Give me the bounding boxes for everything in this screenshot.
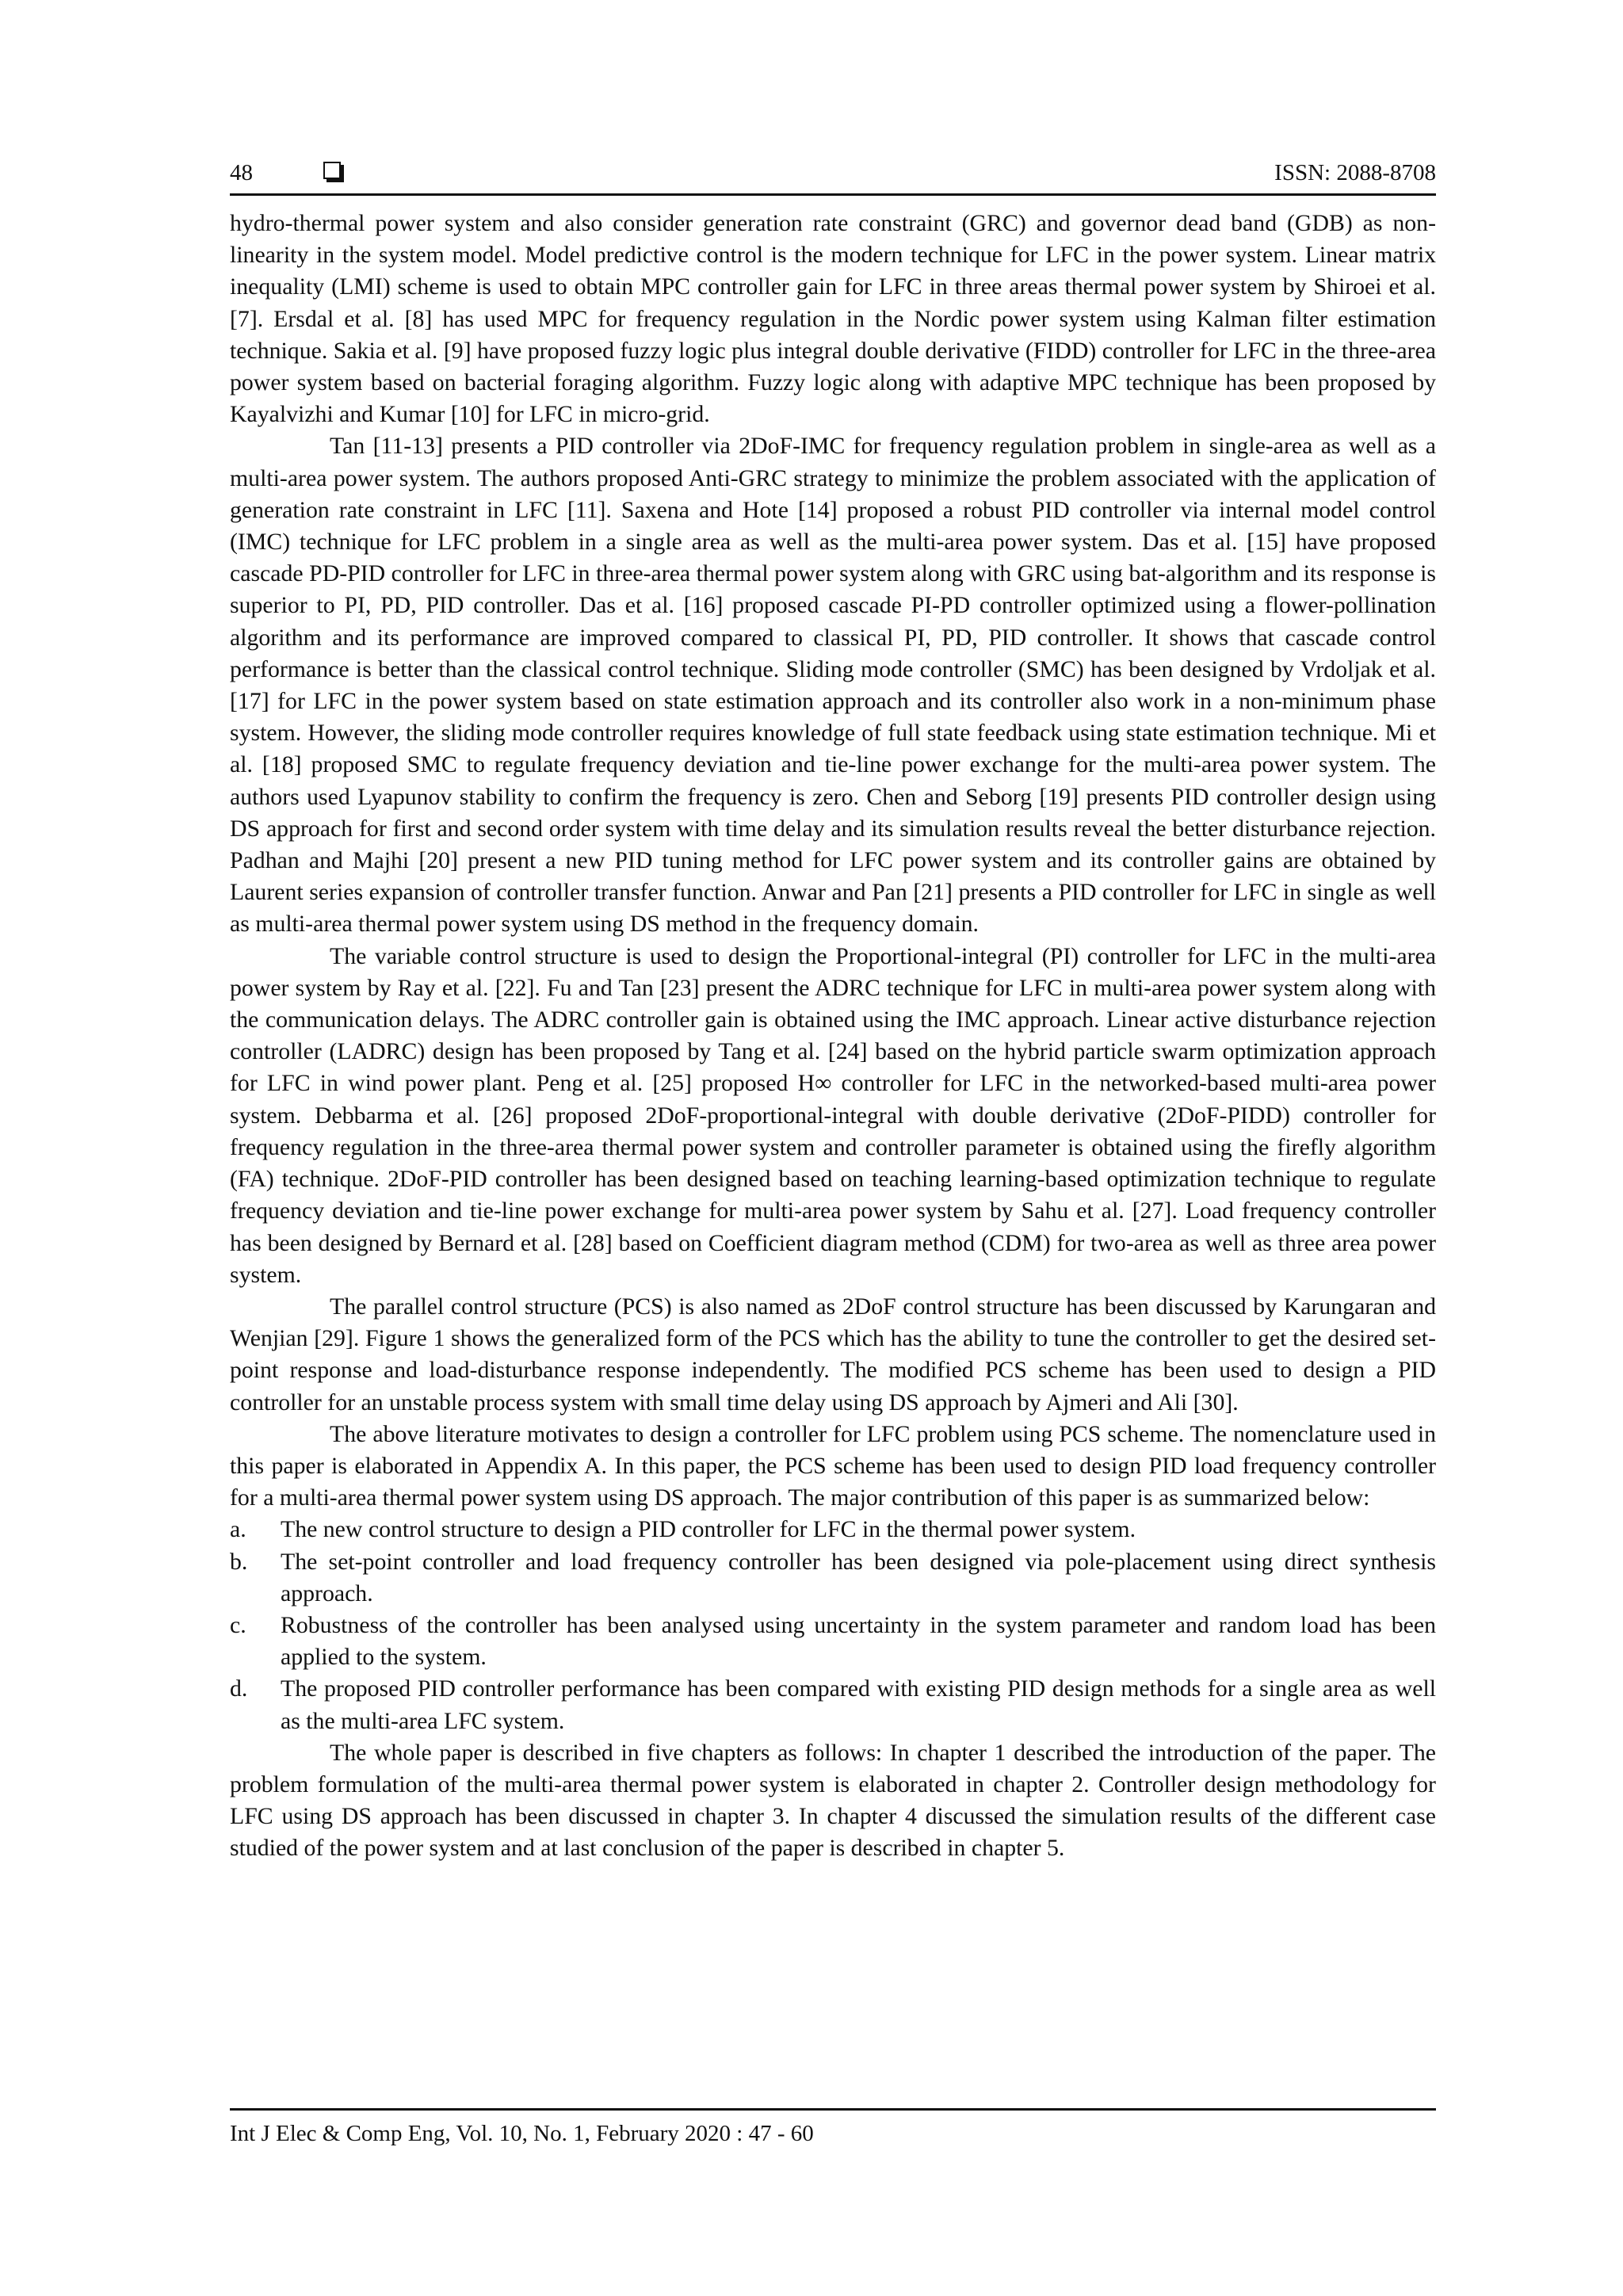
list-item: [230, 1673, 1436, 1736]
issn-label: ISSN: 2088-8708: [1274, 160, 1436, 185]
checkbox-square-icon: [323, 162, 341, 179]
paragraph-2: Tan [11-13] presents a PID controller via 2DoF-IMC for frequency regulation problem in single-area as well as a multi-area power system. The authors proposed Anti-GRC strategy to minimize the problem associated with the application of generation rate constraint in LFC [11]. Saxena and Hote [14] proposed a robust PID controller via internal model control (IMC) technique for LFC problem in a single area as well as the multi-area power system. Das et al. [15] have proposed cascade PD-PID controller for LFC in three-area thermal power system along with GRC using bat-algorithm and its response is superior to PI, PD, PID controller. Das et al. [16] proposed cascade PI-PD controller optimized using a flower-pollination algorithm and its performance are improved compared to classical PI, PD, PID controller. It shows that cascade control performance is better than the classical control technique. Sliding mode controller (SMC) has been designed by Vrdoljak et al. [17] for LFC in the power system based on state estimation approach and its controller also work in a non-minimum phase system. However, the sliding mode controller requires knowledge of full state feedback using state estimation technique. Mi et al. [18] proposed SMC to regulate frequency deviation and tie-line power exchange for the multi-area power system. The authors used Lyapunov stability to confirm the frequency is zero. Chen and Seborg [19] presents PID controller design using DS approach for first and second order system with time delay and its simulation results reveal the better disturbance rejection. Padhan and Majhi [20] present a new PID tuning method for LFC power system and its controller gains are obtained by Laurent series expansion of controller transfer function. Anwar and Pan [21] presents a PID controller for LFC in single as well as multi-area thermal power system using DS method in the frequency domain.: [230, 433, 1436, 938]
list-item: [230, 1546, 1436, 1610]
paragraph-3: The variable control structure is used to design the Proportional-integral (PI) controller for LFC in the multi-area power system by Ray et al. [22]. Fu and Tan [23] present the ADRC technique for LFC in multi-area power system along with the communication delays. The ADRC controller gain is obtained using the IMC approach. Linear active disturbance rejection controller (LADRC) design has been proposed by Tang et al. [24] based on the hybrid particle swarm optimization approach for LFC in wind power plant. Peng et al. [25] proposed H∞ controller for LFC in the networked-based multi-area power system. Debbarma et al. [26] proposed 2DoF-proportional-integral with double derivative (2DoF-PIDD) controller for frequency regulation in the three-area thermal power system and controller parameter is obtained using the firefly algorithm (FA) technique. 2DoF-PID controller has been designed based on teaching learning-based optimization technique to regulate frequency deviation and tie-line power exchange for multi-area power system by Sahu et al. [27]. Load frequency controller has been designed by Bernard et al. [28] based on Coefficient diagram method (CDM) for two-area as well as three area power system.: [230, 942, 1436, 1288]
article-body: [230, 208, 1436, 1865]
page-number: 48: [230, 160, 253, 185]
list-marker: b.: [230, 1548, 248, 1575]
list-marker: d.: [230, 1675, 248, 1702]
list-text: The new control structure to design a PID controller for LFC in the thermal power system.: [281, 1516, 1136, 1543]
paragraph-1: hydro-thermal power system and also consider generation rate constraint (GRC) and governor dead band (GDB) as non-linearity in the system model. Model predictive control is the modern technique for LFC in the power system. Linear matrix inequality (LMI) scheme is used to obtain MPC controller gain for LFC in three areas thermal power system by Shiroei et al. [7]. Ersdal et al. [8] has used MPC for frequency regulation in the Nordic power system using Kalman filter estimation technique. Sakia et al. [9] have proposed fuzzy logic plus integral double derivative (FIDD) controller for LFC in the three-area power system based on bacterial foraging algorithm. Fuzzy logic along with adaptive MPC technique has been proposed by Kayalvizhi and Kumar [10] for LFC in micro-grid.: [230, 210, 1436, 428]
journal-footer: Int J Elec & Comp Eng, Vol. 10, No. 1, February 2020 : 47 - 60: [230, 2121, 814, 2146]
list-item: [230, 1514, 1436, 1545]
header-rule: [230, 193, 1436, 196]
footer-rule: [230, 2108, 1436, 2111]
list-item: [230, 1610, 1436, 1673]
page-header: [230, 149, 1436, 193]
list-text: The proposed PID controller performance has been compared with existing PID design methods for a single area as well as the multi-area LFC system.: [281, 1675, 1436, 1734]
paragraph-6: The whole paper is described in five chapters as follows: In chapter 1 described the introduction of the paper. The problem formulation of the multi-area thermal power system is elaborated in chapter 2. Controller design methodology for LFC using DS approach has been discussed in chapter 3. In chapter 4 discussed the simulation results of the different case studied of the power system and at last conclusion of the paper is described in chapter 5.: [230, 1739, 1436, 1862]
paragraph-4: The parallel control structure (PCS) is also named as 2DoF control structure has been discussed by Karungaran and Wenjian [29]. Figure 1 shows the generalized form of the PCS which has the ability to tune the controller to get the desired set-point response and load-disturbance response independently. The modified PCS scheme has been used to design a PID controller for an unstable process system with small time delay using DS approach by Ajmeri and Ali [30].: [230, 1293, 1436, 1415]
list-marker: c.: [230, 1611, 246, 1638]
list-text: The set-point controller and load frequency controller has been designed via pole-placement using direct synthesis approach.: [281, 1548, 1436, 1606]
list-text: Robustness of the controller has been analysed using uncertainty in the system parameter and random load has been applied to the system.: [281, 1611, 1436, 1671]
list-marker: a.: [230, 1516, 246, 1543]
paragraph-5: The above literature motivates to design a controller for LFC problem using PCS scheme. The nomenclature used in this paper is elaborated in Appendix A. In this paper, the PCS scheme has been used to design PID load frequency controller for a multi-area thermal power system using DS approach. The major contribution of this paper is as summarized below:: [230, 1420, 1436, 1511]
